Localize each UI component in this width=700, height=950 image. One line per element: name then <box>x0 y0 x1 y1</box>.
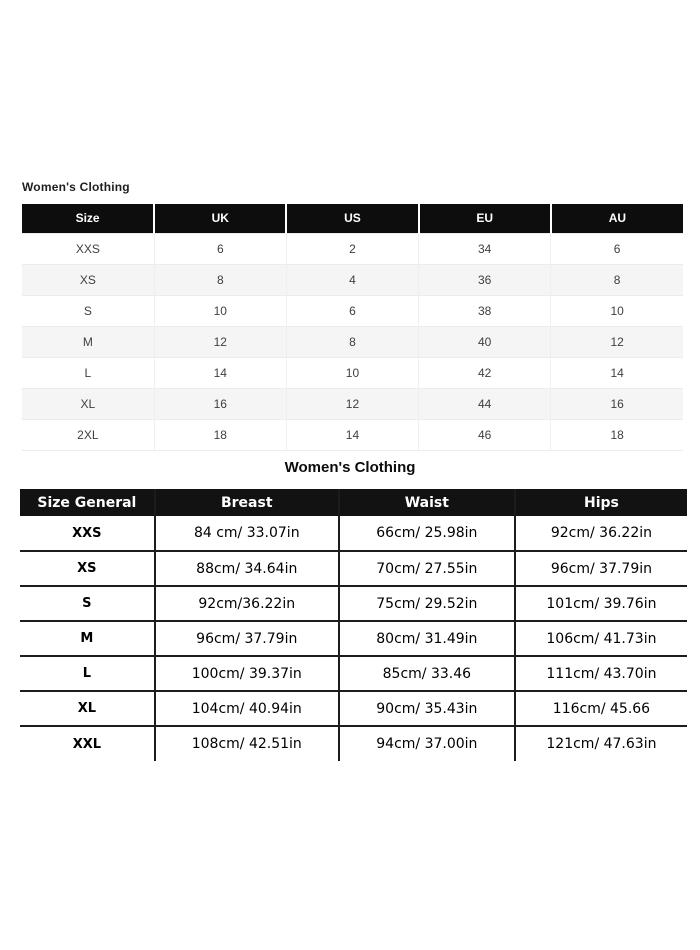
conversion-table <box>22 204 683 451</box>
au-cell: 10 <box>551 295 683 326</box>
column-header-size-general: Size General <box>20 489 155 516</box>
hips-cell: 111cm/ 43.70in <box>515 656 687 691</box>
hips-cell: 92cm/ 36.22in <box>515 516 687 551</box>
eu-cell: 42 <box>419 357 551 388</box>
uk-cell: 18 <box>154 419 286 450</box>
au-cell: 6 <box>551 233 683 264</box>
column-header-us: US <box>286 204 418 233</box>
measurement-table <box>20 489 687 761</box>
size-cell: L <box>22 357 154 388</box>
size-cell: XXL <box>20 726 155 761</box>
waist-cell: 66cm/ 25.98in <box>339 516 515 551</box>
uk-cell: 10 <box>154 295 286 326</box>
eu-cell: 44 <box>419 388 551 419</box>
column-header-uk: UK <box>154 204 286 233</box>
table-row <box>22 357 683 388</box>
waist-cell: 85cm/ 33.46 <box>339 656 515 691</box>
hips-cell: 106cm/ 41.73in <box>515 621 687 656</box>
breast-cell: 96cm/ 37.79in <box>155 621 339 656</box>
column-header-waist: Waist <box>339 489 515 516</box>
column-header-au: AU <box>551 204 683 233</box>
table-row <box>22 264 683 295</box>
waist-cell: 94cm/ 37.00in <box>339 726 515 761</box>
waist-cell: 75cm/ 29.52in <box>339 586 515 621</box>
table-row <box>22 233 683 264</box>
eu-cell: 36 <box>419 264 551 295</box>
measurement-header-row <box>20 489 687 516</box>
conversion-header-row <box>22 204 683 233</box>
measurement-table-title: Women's Clothing <box>284 459 416 476</box>
breast-cell: 92cm/36.22in <box>155 586 339 621</box>
table-row <box>20 621 687 656</box>
us-cell: 12 <box>286 388 418 419</box>
size-cell: M <box>20 621 155 656</box>
waist-cell: 90cm/ 35.43in <box>339 691 515 726</box>
us-cell: 6 <box>286 295 418 326</box>
uk-cell: 16 <box>154 388 286 419</box>
size-cell: XS <box>20 551 155 586</box>
size-cell: XL <box>20 691 155 726</box>
breast-cell: 100cm/ 39.37in <box>155 656 339 691</box>
table-row <box>22 295 683 326</box>
au-cell: 8 <box>551 264 683 295</box>
table-row <box>20 726 687 761</box>
size-cell: XXS <box>20 516 155 551</box>
hips-cell: 116cm/ 45.66 <box>515 691 687 726</box>
column-header-eu: EU <box>419 204 551 233</box>
breast-cell: 104cm/ 40.94in <box>155 691 339 726</box>
size-cell: S <box>22 295 154 326</box>
size-cell: XXS <box>22 233 154 264</box>
size-cell: S <box>20 586 155 621</box>
eu-cell: 34 <box>419 233 551 264</box>
uk-cell: 14 <box>154 357 286 388</box>
au-cell: 18 <box>551 419 683 450</box>
uk-cell: 8 <box>154 264 286 295</box>
table-row <box>22 326 683 357</box>
table-row <box>22 419 683 450</box>
uk-cell: 6 <box>154 233 286 264</box>
us-cell: 2 <box>286 233 418 264</box>
breast-cell: 88cm/ 34.64in <box>155 551 339 586</box>
table-row <box>20 586 687 621</box>
eu-cell: 40 <box>419 326 551 357</box>
table-row <box>20 691 687 726</box>
us-cell: 8 <box>286 326 418 357</box>
size-cell: XL <box>22 388 154 419</box>
conversion-table-label: Women's Clothing <box>22 180 130 194</box>
waist-cell: 70cm/ 27.55in <box>339 551 515 586</box>
size-cell: XS <box>22 264 154 295</box>
breast-cell: 84 cm/ 33.07in <box>155 516 339 551</box>
column-header-size: Size <box>22 204 154 233</box>
table-row <box>20 656 687 691</box>
eu-cell: 46 <box>419 419 551 450</box>
table-row <box>20 551 687 586</box>
us-cell: 10 <box>286 357 418 388</box>
breast-cell: 108cm/ 42.51in <box>155 726 339 761</box>
hips-cell: 121cm/ 47.63in <box>515 726 687 761</box>
eu-cell: 38 <box>419 295 551 326</box>
us-cell: 14 <box>286 419 418 450</box>
column-header-breast: Breast <box>155 489 339 516</box>
size-cell: L <box>20 656 155 691</box>
table-row <box>22 388 683 419</box>
au-cell: 12 <box>551 326 683 357</box>
hips-cell: 101cm/ 39.76in <box>515 586 687 621</box>
waist-cell: 80cm/ 31.49in <box>339 621 515 656</box>
uk-cell: 12 <box>154 326 286 357</box>
column-header-hips: Hips <box>515 489 687 516</box>
au-cell: 16 <box>551 388 683 419</box>
us-cell: 4 <box>286 264 418 295</box>
au-cell: 14 <box>551 357 683 388</box>
size-cell: M <box>22 326 154 357</box>
table-row <box>20 516 687 551</box>
hips-cell: 96cm/ 37.79in <box>515 551 687 586</box>
size-cell: 2XL <box>22 419 154 450</box>
